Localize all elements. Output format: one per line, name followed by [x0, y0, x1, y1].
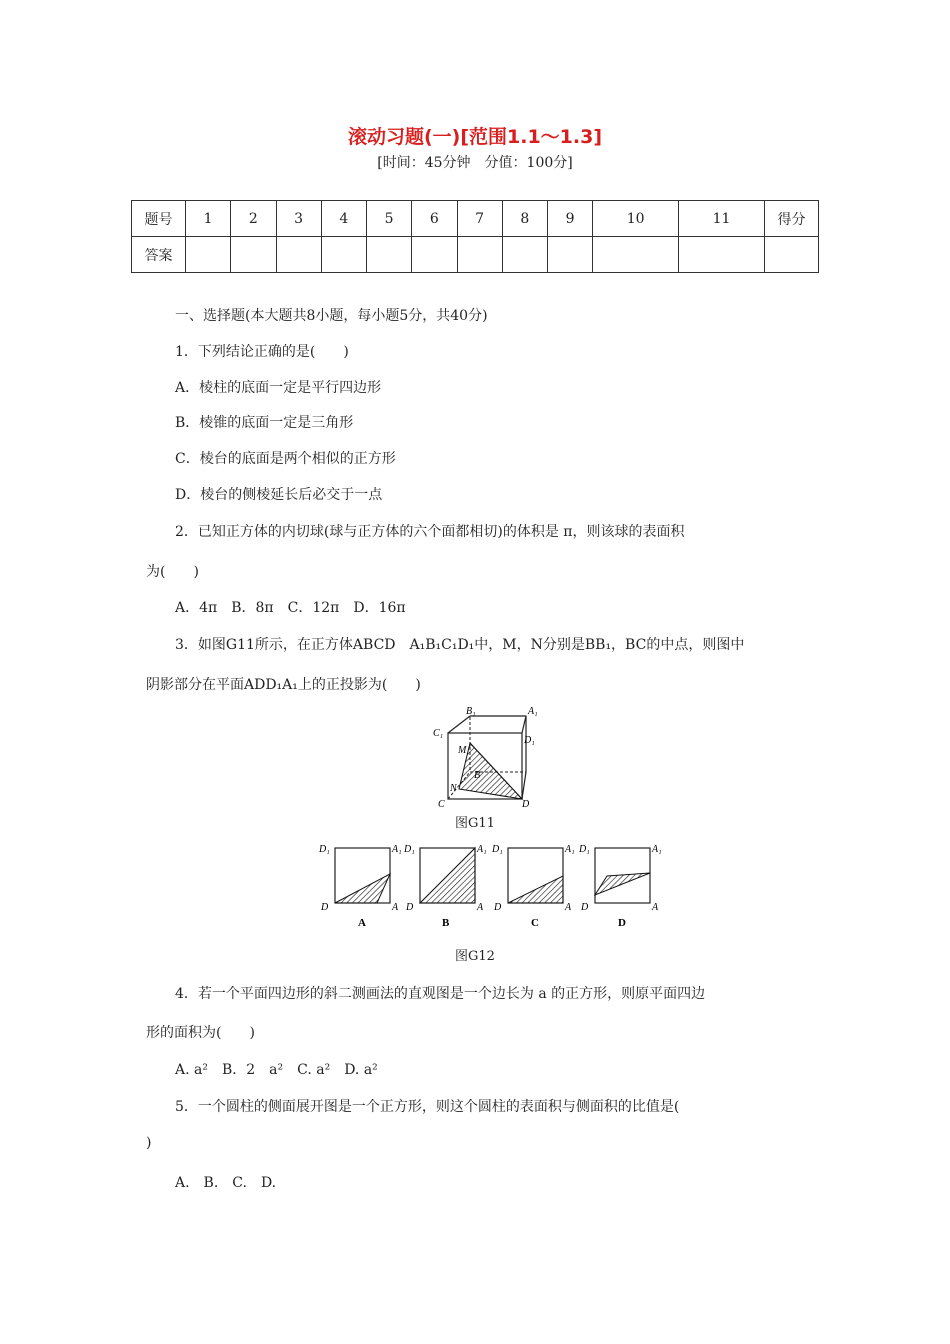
question-number: 2: [231, 201, 276, 237]
cube-label: N: [450, 783, 457, 794]
cube-label: C: [438, 799, 445, 810]
question-number: 7: [457, 201, 502, 237]
question-number: 11: [679, 201, 765, 237]
question-number: 10: [593, 201, 679, 237]
corner-label: D: [406, 902, 414, 913]
cube-label: C₁: [433, 728, 444, 739]
question-number: 4: [321, 201, 366, 237]
corner-label: A₁: [565, 844, 575, 855]
answer-cell[interactable]: [321, 237, 366, 273]
question-number: 5: [367, 201, 412, 237]
question-number: 3: [276, 201, 321, 237]
option-figure-d[interactable]: [578, 844, 662, 929]
answer-cell[interactable]: [186, 237, 231, 273]
option-figure-a[interactable]: [318, 844, 402, 929]
projection-options-figure: [315, 838, 675, 930]
corner-label: A₁: [477, 844, 487, 855]
question-number: 6: [412, 201, 457, 237]
corner-label: D₁: [492, 844, 503, 855]
figure-caption: 图G12: [455, 949, 495, 964]
cube-label: D₁: [524, 735, 535, 746]
answer-cell[interactable]: [548, 237, 593, 273]
corner-label: A: [477, 902, 484, 913]
option-label: C: [531, 917, 539, 929]
section-heading: 一、选择题(本大题共8小题，每小题5分，共40分): [175, 308, 488, 324]
cube-label: B₁: [466, 706, 476, 717]
corner-label: A₁: [652, 844, 662, 855]
q5-options: A. B. C. D.: [175, 1175, 277, 1191]
score-cell[interactable]: [765, 237, 819, 273]
row-label: 题号: [132, 201, 186, 237]
question-number: 1: [186, 201, 231, 237]
row-label: 答案: [132, 237, 186, 273]
page-title: 滚动习题(一)[范围1.1～1.3]: [347, 126, 603, 148]
q3-stem: 3．如图G11所示，在正方体ABCD A₁B₁C₁D₁中，M，N分别是BB₁，BC的中点，则图中: [175, 637, 745, 653]
cube-label: D: [522, 799, 530, 810]
corner-label: D₁: [404, 844, 415, 855]
q4-stem: 4．若一个平面四边形的斜二测画法的直观图是一个边长为 a 的正方形，则原平面四边: [175, 986, 706, 1002]
corner-label: D₁: [319, 844, 330, 855]
answer-table: [131, 200, 819, 273]
option-label: B: [442, 917, 450, 929]
q2-stem-cont: 为( ): [146, 564, 199, 580]
corner-label: A: [652, 902, 659, 913]
answer-row: [132, 237, 819, 273]
q5-stem: 5．一个圆柱的侧面展开图是一个正方形，则这个圆柱的表面积与侧面积的比值是(: [175, 1099, 680, 1115]
cube-label: B: [474, 770, 481, 781]
q4-stem-cont: 形的面积为( ): [146, 1025, 255, 1041]
corner-label: D: [581, 902, 589, 913]
time-score-info: [时间：45分钟 分值：100分]: [377, 155, 573, 171]
cube-label: M: [458, 745, 467, 756]
option-label: A: [358, 917, 366, 929]
answer-cell[interactable]: [457, 237, 502, 273]
cube-figure: [428, 703, 548, 811]
q1-option-c: C．棱台的底面是两个相似的正方形: [175, 451, 396, 467]
option-figure-b[interactable]: [403, 844, 487, 929]
q2-options: A．4π B．8π C．12π D．16π: [175, 600, 406, 616]
corner-label: D: [321, 902, 329, 913]
answer-cell[interactable]: [679, 237, 765, 273]
score-label: 得分: [765, 201, 819, 237]
question-number-row: [132, 201, 819, 237]
corner-label: A: [392, 902, 399, 913]
q2-stem: 2．已知正方体的内切球(球与正方体的六个面都相切)的体积是 π，则该球的表面积: [175, 524, 685, 540]
corner-label: A: [565, 902, 572, 913]
answer-cell[interactable]: [593, 237, 679, 273]
q1-stem: 1．下列结论正确的是( ): [175, 344, 349, 360]
question-number: 8: [502, 201, 547, 237]
cube-label: A₁: [528, 706, 538, 717]
q1-option-a: A．棱柱的底面一定是平行四边形: [175, 380, 382, 396]
corner-label: D: [494, 902, 502, 913]
q5-stem-cont: ): [146, 1135, 152, 1151]
answer-cell[interactable]: [231, 237, 276, 273]
option-label: D: [618, 917, 626, 929]
question-number: 9: [548, 201, 593, 237]
q1-option-b: B．棱锥的底面一定是三角形: [175, 415, 354, 431]
answer-cell[interactable]: [502, 237, 547, 273]
shaded-region: [459, 743, 522, 799]
q1-option-d: D．棱台的侧棱延长后必交于一点: [175, 487, 383, 503]
corner-label: A₁: [392, 844, 402, 855]
q4-options: A. a² B．2 a² C. a² D. a²: [175, 1062, 378, 1078]
answer-cell[interactable]: [276, 237, 321, 273]
answer-cell[interactable]: [367, 237, 412, 273]
q3-stem-cont: 阴影部分在平面ADD₁A₁上的正投影为( ): [146, 677, 421, 693]
corner-label: D₁: [579, 844, 590, 855]
option-figure-c[interactable]: [491, 844, 575, 929]
answer-cell[interactable]: [412, 237, 457, 273]
figure-caption: 图G11: [455, 816, 495, 831]
